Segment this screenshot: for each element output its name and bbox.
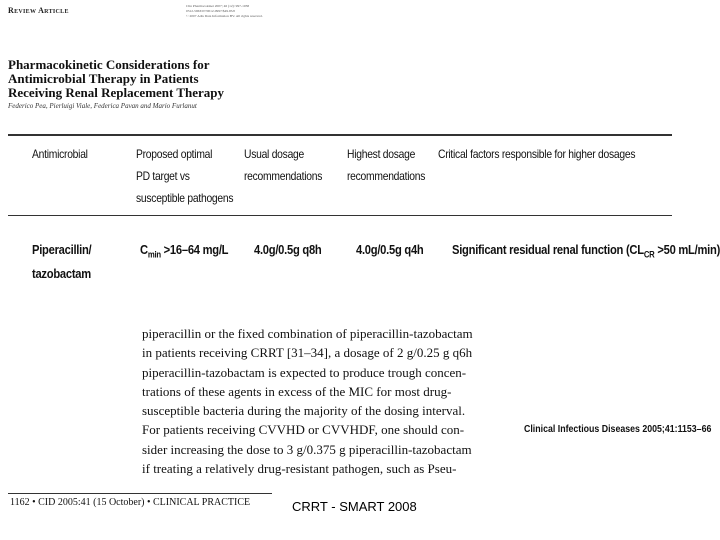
journal-meta-line: Clin Pharmacokinet 2007; 46 (12): 997-1038 (186, 4, 250, 8)
article-authors: Federico Pea, Pierluigi Viale, Federica Pavan and Mario Furlanut (8, 102, 197, 110)
drug-line: tazobactam (32, 266, 91, 281)
table-header-highest-dosage (347, 143, 450, 187)
critical-prefix: Significant residual renal function (CL (452, 242, 644, 257)
journal-meta (186, 4, 286, 19)
header-line: Critical factors responsible for higher dosages (438, 147, 636, 161)
excerpt-line: trations of these agents in excess of the MIC for most drug- (142, 383, 452, 399)
pd-target-prefix: C (140, 242, 148, 257)
footer-page-line: 1162 • CID 2005:41 (15 October) • CLINICAL PRACTICE (10, 497, 251, 508)
table-cell-pd-target (140, 238, 243, 267)
footer-rule (8, 493, 272, 494)
table-header-antimicrobial (32, 143, 127, 165)
header-line: PD target vs (136, 169, 190, 183)
header-line: Antimicrobial (32, 147, 88, 161)
review-article-label: Review Article (8, 6, 69, 15)
critical-subscript: CR (643, 249, 655, 260)
header-line: Proposed optimal (136, 147, 213, 161)
header-line: Usual dosage (244, 147, 305, 161)
header-line: susceptible pathogens (136, 191, 234, 205)
table-header-pd-target (136, 143, 239, 209)
table-header-usual-dosage (244, 143, 347, 187)
paper-excerpt (142, 324, 502, 478)
slide-caption: CRRT - SMART 2008 (292, 499, 417, 514)
citation-source: Clinical Infectious Diseases 2005;41:1153–66 (524, 424, 712, 435)
excerpt-line: if treating a relatively drug-resistant pathogen, such as Pseu- (142, 461, 457, 477)
table-top-rule (8, 134, 672, 136)
title-line: Pharmacokinetic Considerations for (8, 57, 210, 72)
table-cell-highest-dose: 4.0g/0.5g q4h (356, 242, 424, 257)
pd-target-suffix: >16–64 mg/L (160, 242, 229, 257)
excerpt-line: piperacillin or the fixed combination of piperacillin-tazobactam (142, 326, 473, 341)
table-cell-drug (32, 238, 127, 286)
table-header-rule (8, 215, 672, 216)
excerpt-line: in patients receiving CRRT [31–34], a dosage of 2 g/0.25 g q6h (142, 345, 473, 361)
article-title (8, 58, 268, 100)
excerpt-line: sider increasing the dose to 3 g/0.375 g piperacillin-tazobactam (142, 441, 472, 457)
drug-line: Piperacillin/ (32, 242, 92, 257)
title-line: Receiving Renal Replacement Therapy (8, 85, 225, 100)
header-line: Highest dosage (347, 147, 416, 161)
journal-meta-line: 0312-5963/07/0012-0997/$49.95/0 (186, 9, 236, 13)
excerpt-line: For patients receiving CVVHD or CVVHDF, one should con- (142, 422, 465, 438)
critical-suffix: >50 mL/min) (654, 242, 720, 257)
header-line: recommendations (244, 169, 323, 183)
table-cell-usual-dose: 4.0g/0.5g q8h (254, 242, 322, 257)
journal-meta-line: © 2007 Adis Data Information BV. All rights reserved. (186, 14, 263, 18)
title-line: Antimicrobial Therapy in Patients (8, 71, 199, 86)
table-header-critical-factors (438, 143, 713, 165)
excerpt-line: piperacillin-tazobactam is expected to produce trough concen- (142, 364, 467, 380)
header-line: recommendations (347, 169, 426, 183)
table-cell-critical-factors (452, 238, 720, 267)
excerpt-line: susceptible bacteria during the majority of the dosing interval. (142, 403, 466, 419)
pd-target-subscript: min (147, 249, 161, 260)
